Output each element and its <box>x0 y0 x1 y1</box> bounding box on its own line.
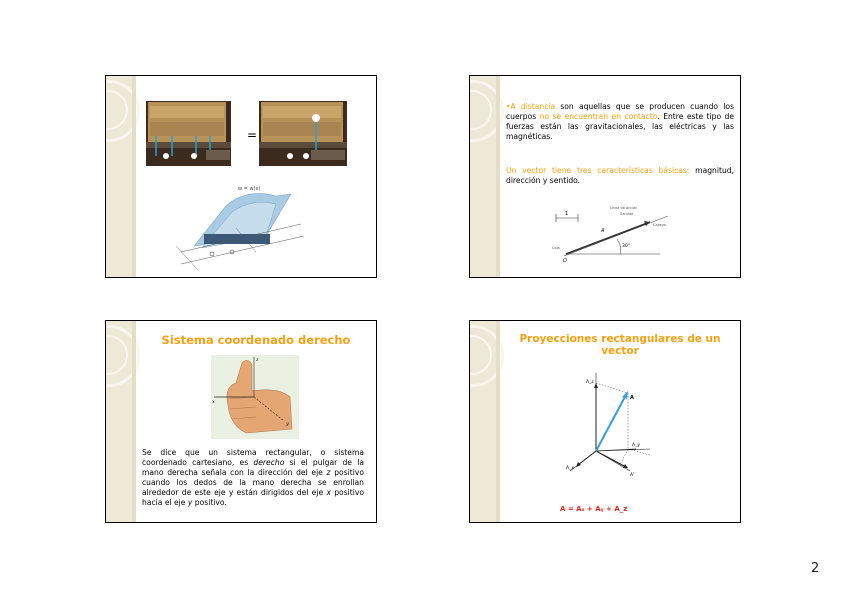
axis-y-label: y <box>286 421 289 427</box>
paragraph-distance-forces: •A distancia son aquellas que se producen cuando los cuerpos no se encuentran en contacto. Entre este tipo de fuerzas están las gravitacionales, las eléctricas y las magnéticas. <box>506 102 735 141</box>
highlight-no-contact: no se encuentran en contacto <box>539 112 658 121</box>
term-a-distancia: A distancia <box>510 102 556 111</box>
vector-label-a: A <box>601 228 605 234</box>
slide-2 <box>469 75 741 278</box>
vector-diagram <box>470 76 741 278</box>
vector-sum-formula: A = Aₓ + Aᵧ + A_z <box>560 505 628 513</box>
tail-label: Cola <box>552 246 560 250</box>
angle-label: 30° <box>622 244 630 249</box>
slide-3 <box>105 320 377 523</box>
slide-title: Proyecciones rectangulares de un vector <box>519 333 721 357</box>
equals-sign: = <box>247 128 258 142</box>
highlight-vector: Un vector tiene tres características básicas: <box>506 166 690 175</box>
origin-label: O <box>563 258 567 264</box>
slide-4 <box>469 320 741 523</box>
axis-x-label: x <box>212 399 215 405</box>
scale-label: 1 <box>565 211 569 217</box>
sense-label: Sentido <box>620 212 634 216</box>
vector-projection-diagram <box>470 321 741 523</box>
beam-load-photos <box>106 76 377 278</box>
load-function-label: w = w(x) <box>238 186 261 192</box>
label-a-y: A_y <box>632 443 640 448</box>
label-a-prime: A' <box>630 473 635 478</box>
bullet: • <box>506 102 511 111</box>
photo-left <box>146 101 231 166</box>
distributed-load-diagram <box>176 186 304 270</box>
paragraph-vector-characteristics: Un vector tiene tres características básicas: magnitud, dirección y sentido. <box>506 166 734 185</box>
slide-1 <box>105 75 377 278</box>
slide-title: Sistema coordenado derecho <box>161 333 351 347</box>
head-label: Cabeza <box>653 223 666 227</box>
line-of-action-label: Línea de acción <box>610 206 638 210</box>
label-a: A <box>630 395 634 401</box>
label-a-z: A_z <box>586 380 594 385</box>
page-number: 2 <box>811 561 820 576</box>
paragraph-right-handed-system: Se dice que un sistema rectangular, o sistema coordenado cartesiano, es derecho si el pulgar de la mano derecha señala con la dirección del eje z positivo cuando los dedos de la mano derecha se enrollan alrededor de este eje y están dirigidos del eje x positivo hacia el eje y positivo. <box>142 448 364 507</box>
label-a-x: A_x <box>566 466 574 471</box>
axis-z-label: z <box>256 357 259 363</box>
photo-right <box>259 101 347 166</box>
